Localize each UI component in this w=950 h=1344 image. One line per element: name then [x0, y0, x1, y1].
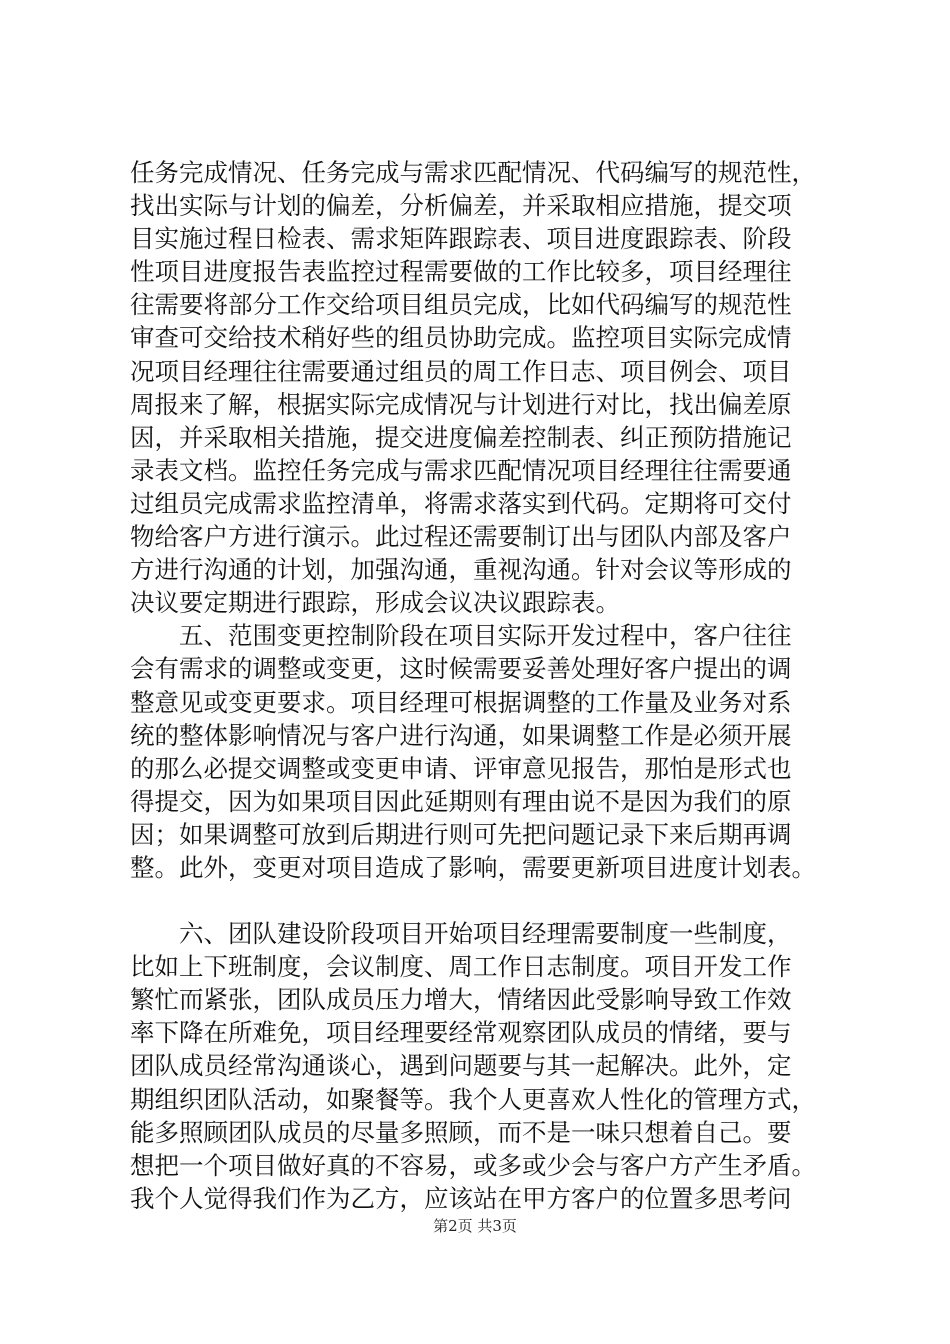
- text-line: 六、团队建设阶段项目开始项目经理需要制度一些制度，: [130, 919, 792, 949]
- text-line: 比如上下班制度，会议制度、周工作日志制度。项目开发工作: [130, 952, 792, 982]
- text-line: 会有需求的调整或变更，这时候需要妥善处理好客户提出的调: [130, 654, 792, 684]
- text-line: 因，并采取相关措施，提交进度偏差控制表、纠正预防措施记: [130, 422, 792, 452]
- text-line: 我个人觉得我们作为乙方，应该站在甲方客户的位置多思考问: [130, 1183, 792, 1213]
- text-line: 性项目进度报告表监控过程需要做的工作比较多，项目经理往: [130, 257, 792, 287]
- text-line: 繁忙而紧张，团队成员压力增大，情绪因此受影响导致工作效: [130, 985, 792, 1015]
- text-line: 况项目经理往往需要通过组员的周工作日志、项目例会、项目: [130, 356, 792, 386]
- paragraph-block-1: [130, 156, 830, 884]
- text-line: 因；如果调整可放到后期进行则可先把问题记录下来后期再调: [130, 819, 792, 849]
- text-line: 率下降在所难免，项目经理要经常观察团队成员的情绪，要与: [130, 1018, 792, 1048]
- text-line: 想把一个项目做好真的不容易，或多或少会与客户方产生矛盾。: [130, 1150, 816, 1180]
- text-line: 任务完成情况、任务完成与需求匹配情况、代码编写的规范性，: [130, 158, 816, 187]
- text-line: 整意见或变更要求。项目经理可根据调整的工作量及业务对系: [130, 687, 792, 717]
- paragraph-gap: [130, 884, 830, 917]
- text-line: 目实施过程日检表、需求矩阵跟踪表、项目进度跟踪表、阶段: [130, 224, 792, 254]
- text-line: 统的整体影响情况与客户进行沟通，如果调整工作是必须开展: [130, 720, 792, 750]
- text-line: 的那么必提交调整或变更申请、评审意见报告，那怕是形式也: [130, 753, 792, 783]
- text-line: 往需要将部分工作交给项目组员完成，比如代码编写的规范性: [130, 290, 792, 320]
- text-line: 录表文档。监控任务完成与需求匹配情况项目经理往往需要通: [130, 455, 792, 485]
- text-line: 期组织团队活动，如聚餐等。我个人更喜欢人性化的管理方式，: [130, 1084, 816, 1114]
- text-line: 过组员完成需求监控清单，将需求落实到代码。定期将可交付: [130, 488, 792, 518]
- text-line: 整。此外，变更对项目造成了影响，需要更新项目进度计划表。: [130, 852, 816, 882]
- text-line: 能多照顾团队成员的尽量多照顾，而不是一味只想着自己。要: [130, 1117, 792, 1147]
- body-text: [130, 156, 830, 1215]
- text-line: 团队成员经常沟通谈心，遇到问题要与其一起解决。此外，定: [130, 1051, 792, 1081]
- paragraph-block-2: [130, 917, 830, 1215]
- text-line: 五、范围变更控制阶段在项目实际开发过程中，客户往往: [130, 621, 792, 651]
- text-line: 方进行沟通的计划，加强沟通，重视沟通。针对会议等形成的: [130, 555, 792, 585]
- text-line: 决议要定期进行跟踪，形成会议决议跟踪表。: [130, 588, 620, 618]
- text-line: 物给客户方进行演示。此过程还需要制订出与团队内部及客户: [130, 522, 792, 552]
- text-line: 找出实际与计划的偏差，分析偏差，并采取相应措施，提交项: [130, 191, 792, 221]
- text-line: 得提交，因为如果项目因此延期则有理由说不是因为我们的原: [130, 786, 792, 816]
- page-number-footer: 第2页 共3页: [433, 1217, 517, 1235]
- text-line: 审查可交给技术稍好些的组员协助完成。监控项目实际完成情: [130, 323, 792, 353]
- text-line: 周报来了解，根据实际完成情况与计划进行对比，找出偏差原: [130, 389, 792, 419]
